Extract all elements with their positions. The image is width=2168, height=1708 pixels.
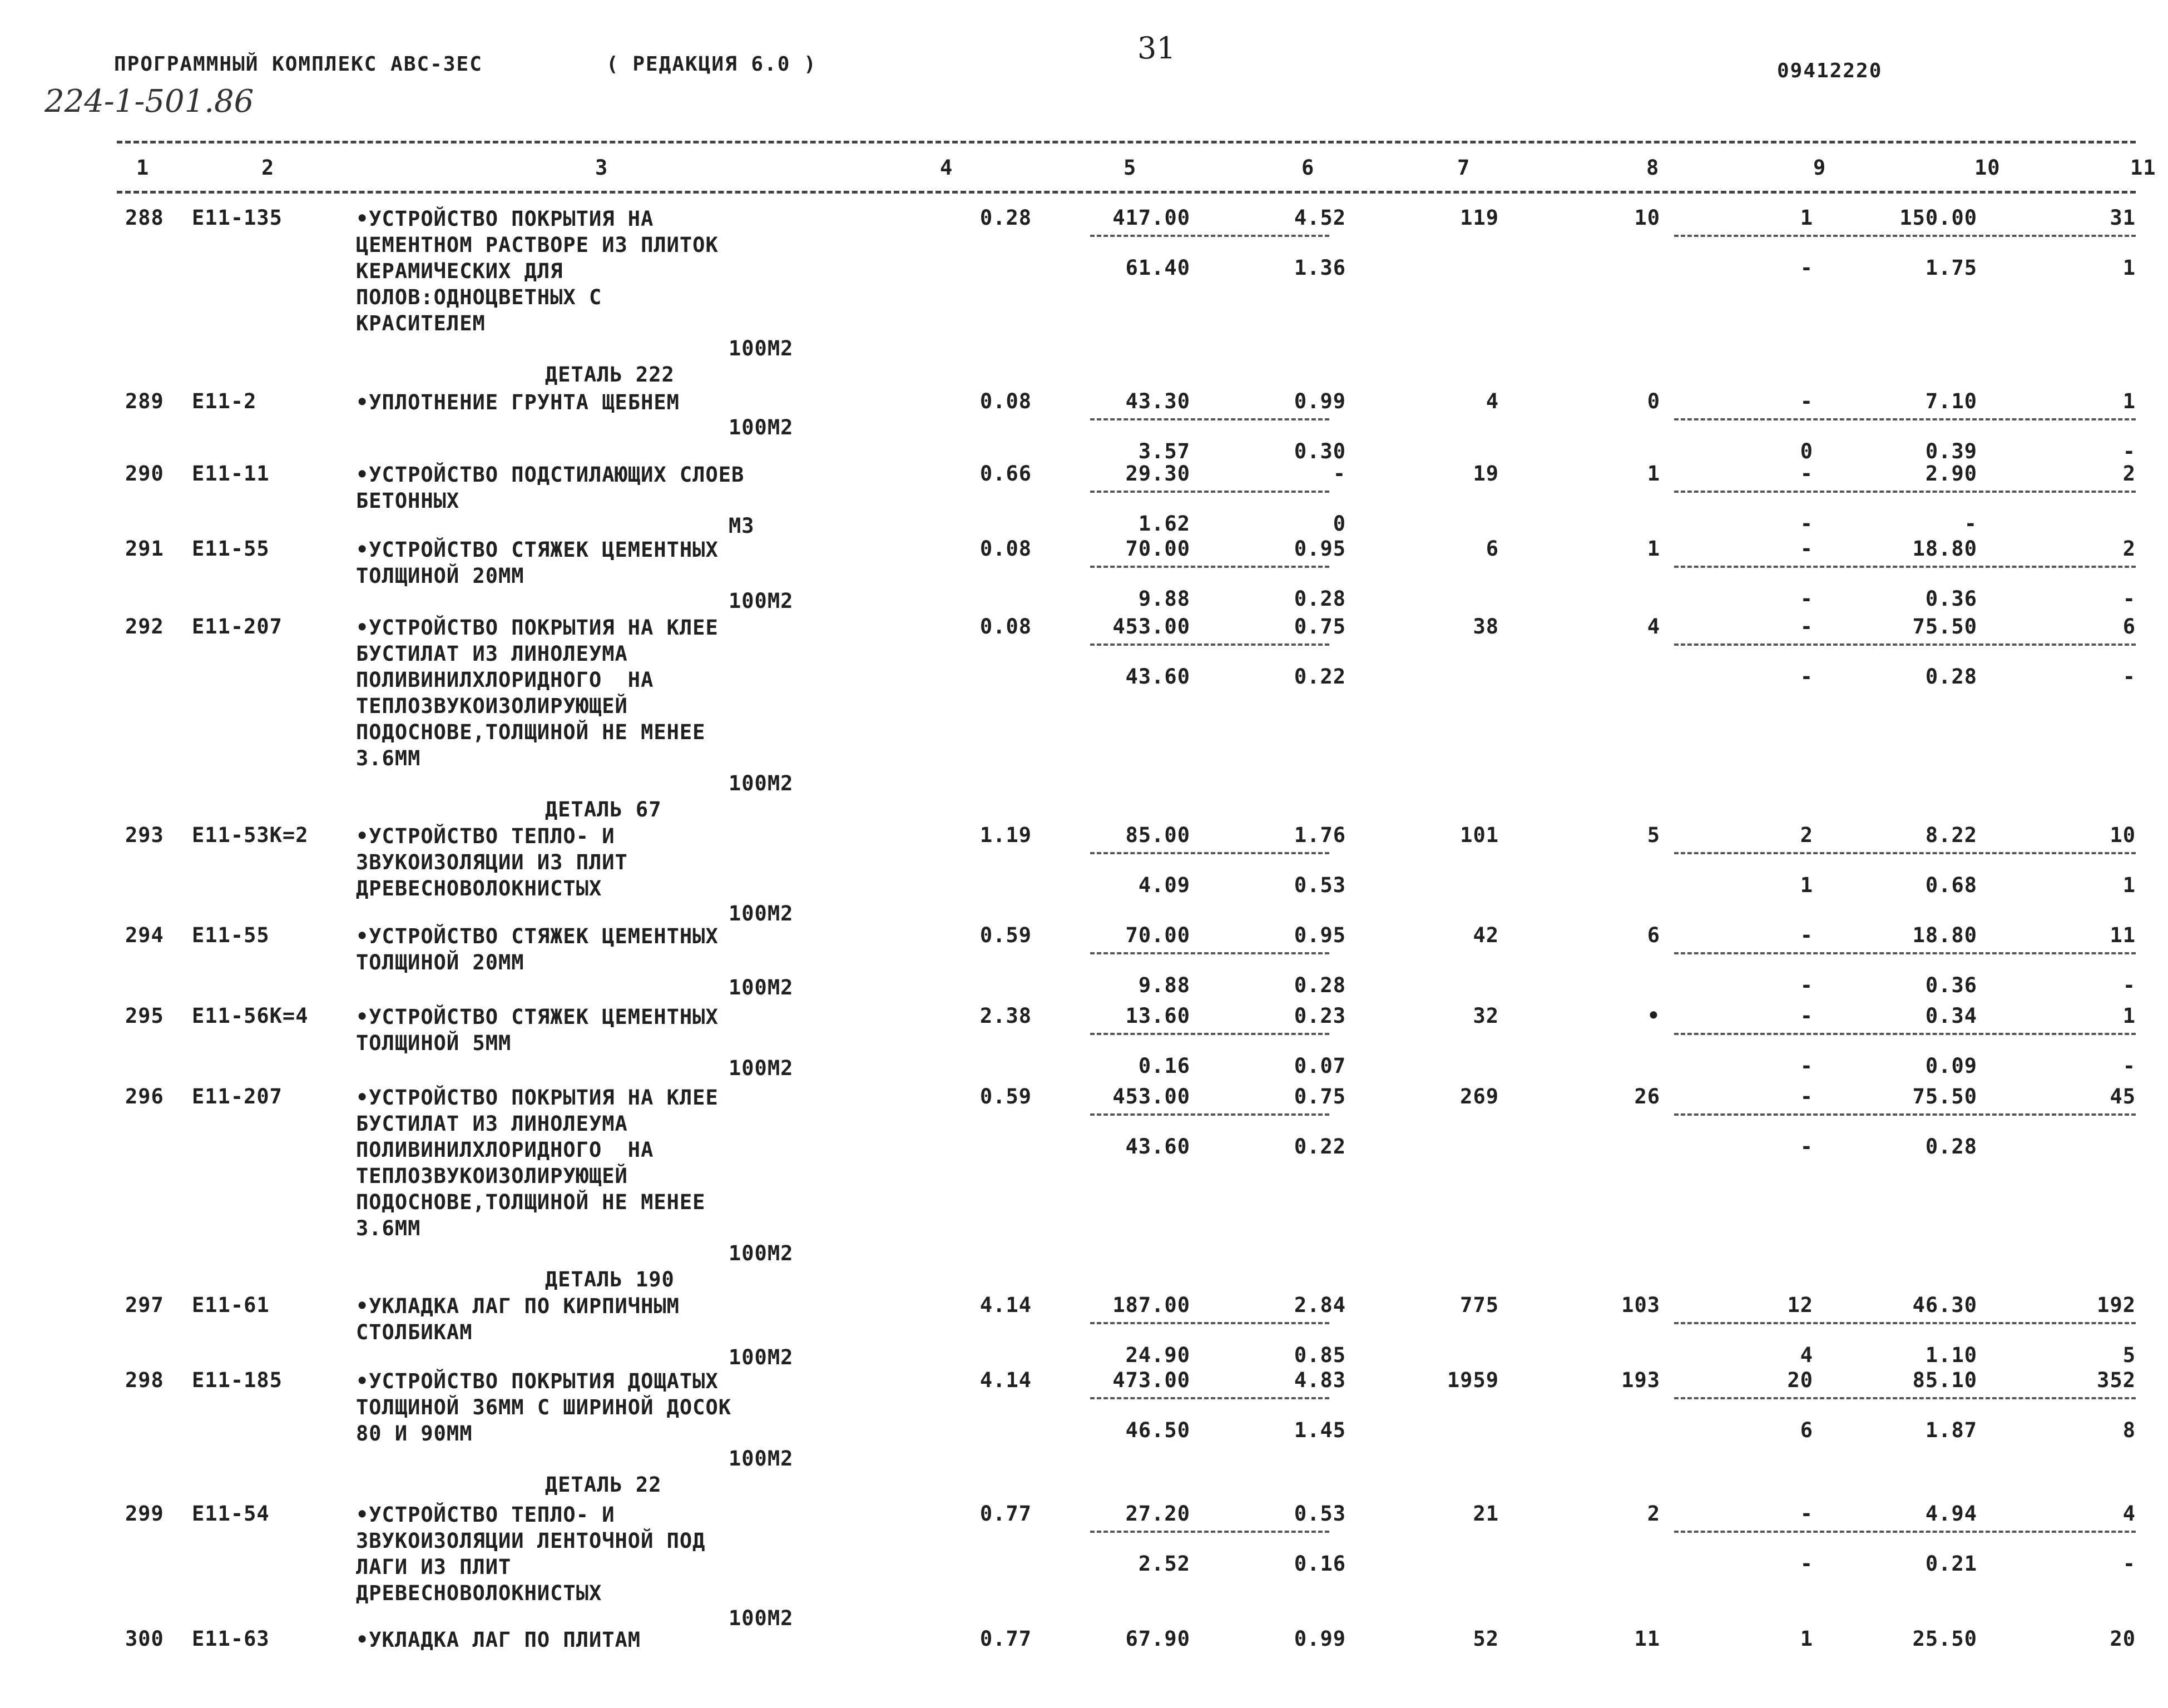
subtotal-separator [1674, 1322, 2136, 1324]
labor-unit: 18.80 [1912, 923, 1977, 947]
machinist-unit: 0.36 [1925, 973, 1977, 997]
total-cost: 1959 [1447, 1368, 1499, 1392]
norm-code: E11-2 [192, 389, 257, 413]
labor-total: 4 [2122, 1502, 2136, 1526]
detail-reference: ДЕТАЛЬ 67 [545, 798, 662, 821]
machinist-unit: 1.75 [1925, 256, 1977, 280]
machinist-total: - [2122, 439, 2136, 463]
measure-unit: М3 [729, 514, 755, 538]
total-wages: 26 [1634, 1085, 1660, 1108]
unit-machine-wages: 0 [1333, 512, 1346, 536]
unit-wages: 46.50 [1125, 1418, 1190, 1442]
labor-total: 352 [2097, 1368, 2136, 1392]
machinist-labor: - [1800, 587, 1813, 611]
quantity: 0.59 [979, 923, 1032, 947]
total-wages: 4 [1647, 615, 1660, 638]
machinist-total: 1 [2122, 256, 2136, 280]
measure-unit: 100М2 [729, 336, 794, 360]
total-wages: 103 [1621, 1293, 1660, 1317]
work-description: •УСТРОЙСТВО СТЯЖЕК ЦЕМЕНТНЫХ ТОЛЩИНОЙ 20ММ [356, 538, 719, 588]
program-title: ПРОГРАММНЫЙ КОМПЛЕКС АВС-3ЕС [114, 53, 483, 76]
column-header-8: 8 [1646, 156, 1660, 180]
machinist-labor: - [1800, 665, 1813, 689]
labor-total: 31 [2110, 206, 2136, 230]
norm-code: E11-63 [192, 1627, 270, 1651]
machinist-total: 8 [2122, 1418, 2136, 1442]
labor-total: 6 [2122, 615, 2136, 638]
machinist-labor: 6 [1800, 1418, 1813, 1442]
subtotal-separator [1674, 1113, 2136, 1116]
unit-wages: 3.57 [1138, 439, 1190, 463]
unit-cost-total: 85.00 [1125, 823, 1190, 847]
quantity: 0.08 [979, 537, 1032, 561]
labor-total: 45 [2110, 1085, 2136, 1108]
quantity: 1.19 [979, 823, 1032, 847]
labor-workers: 2 [1800, 823, 1813, 847]
unit-cost-machine: 0.75 [1294, 615, 1346, 638]
subtotal-separator [1674, 852, 2136, 854]
labor-unit: 4.94 [1925, 1502, 1977, 1526]
unit-wages: 24.90 [1125, 1343, 1190, 1367]
row-number: 299 [125, 1502, 164, 1526]
subtotal-separator [1090, 1113, 1329, 1116]
work-description: •УСТРОЙСТВО ПОКРЫТИЯ НА КЛЕЕ БУСТИЛАТ ИЗ ЛИНОЛЕУМА ПОЛИВИНИЛХЛОРИДНОГО НА ТЕПЛОЗВУКОИЗОЛИРУЮЩЕЙ ПОДОСНОВЕ,ТОЛЩИНОЙ НЕ МЕНЕЕ 3.6ММ [356, 616, 719, 770]
labor-unit: 25.50 [1912, 1627, 1977, 1651]
subtotal-separator [1090, 852, 1329, 854]
subtotal-separator [1090, 566, 1329, 568]
unit-wages: 2.52 [1138, 1552, 1190, 1576]
labor-workers: - [1800, 1085, 1813, 1108]
subtotal-separator [1090, 418, 1329, 420]
measure-unit: 100М2 [729, 976, 794, 999]
unit-wages: 9.88 [1138, 973, 1190, 997]
machinist-labor: 4 [1800, 1343, 1813, 1367]
labor-workers: - [1800, 389, 1813, 413]
machinist-unit: 0.36 [1925, 587, 1977, 611]
labor-unit: 75.50 [1912, 615, 1977, 638]
subtotal-separator [1090, 1322, 1329, 1324]
quantity: 0.08 [979, 389, 1032, 413]
work-description: •УСТРОЙСТВО ПОДСТИЛАЮЩИХ СЛОЕВ БЕТОННЫХ [356, 463, 745, 513]
measure-unit: 100М2 [729, 415, 794, 439]
unit-wages: 0.16 [1138, 1054, 1190, 1078]
labor-workers: - [1800, 615, 1813, 638]
total-cost: 21 [1473, 1502, 1499, 1526]
quantity: 0.59 [979, 1085, 1032, 1108]
detail-reference: ДЕТАЛЬ 222 [545, 363, 675, 387]
total-wages: 2 [1647, 1502, 1660, 1526]
row-number: 295 [125, 1004, 164, 1028]
labor-unit: 8.22 [1925, 823, 1977, 847]
machinist-labor: - [1800, 512, 1813, 536]
machinist-unit: 0.28 [1925, 665, 1977, 689]
labor-total: 2 [2122, 537, 2136, 561]
labor-workers: 1 [1800, 206, 1813, 230]
total-wages: 1 [1647, 537, 1660, 561]
column-header-10: 10 [1974, 156, 2001, 180]
quantity: 4.14 [979, 1293, 1032, 1317]
work-description: •УСТРОЙСТВО ПОКРЫТИЯ НА ЦЕМЕНТНОМ РАСТВОРЕ ИЗ ПЛИТОК КЕРАМИЧЕСКИХ ДЛЯ ПОЛОВ:ОДНОЦВЕТНЫХ С КРАСИТЕЛЕМ [356, 207, 719, 335]
norm-code: E11-55 [192, 537, 270, 561]
norm-code: E11-135 [192, 206, 283, 230]
unit-cost-total: 70.00 [1125, 923, 1190, 947]
unit-cost-machine: - [1333, 462, 1346, 486]
norm-code: E11-11 [192, 462, 270, 486]
quantity: 0.28 [979, 206, 1032, 230]
machinist-labor: - [1800, 256, 1813, 280]
machinist-unit: - [1964, 512, 1977, 536]
unit-wages: 43.60 [1125, 1135, 1190, 1159]
unit-machine-wages: 0.85 [1294, 1343, 1346, 1367]
labor-total: 10 [2110, 823, 2136, 847]
detail-reference: ДЕТАЛЬ 190 [545, 1268, 675, 1291]
unit-wages: 43.60 [1125, 665, 1190, 689]
work-description: •УСТРОЙСТВО ПОКРЫТИЯ ДОЩАТЫХ ТОЛЩИНОЙ 36ММ С ШИРИНОЙ ДОСОК 80 И 90ММ [356, 1369, 732, 1445]
unit-cost-total: 29.30 [1125, 462, 1190, 486]
labor-workers: - [1800, 1004, 1813, 1028]
labor-unit: 0.34 [1925, 1004, 1977, 1028]
column-header-11: 11 [2130, 156, 2156, 180]
total-cost: 32 [1473, 1004, 1499, 1028]
unit-cost-machine: 0.99 [1294, 389, 1346, 413]
unit-cost-machine: 0.99 [1294, 1627, 1346, 1651]
column-header-5: 5 [1123, 156, 1137, 180]
labor-total: 20 [2110, 1627, 2136, 1651]
unit-cost-machine: 0.53 [1294, 1502, 1346, 1526]
row-number: 298 [125, 1368, 164, 1392]
work-description: •УСТРОЙСТВО СТЯЖЕК ЦЕМЕНТНЫХ ТОЛЩИНОЙ 20ММ [356, 924, 719, 974]
row-number: 297 [125, 1293, 164, 1317]
labor-workers: 1 [1800, 1627, 1813, 1651]
column-header-7: 7 [1457, 156, 1471, 180]
measure-unit: 100М2 [729, 1447, 794, 1471]
total-wages: 10 [1634, 206, 1660, 230]
unit-cost-machine: 0.95 [1294, 537, 1346, 561]
measure-unit: 100М2 [729, 1345, 794, 1369]
total-cost: 101 [1460, 823, 1499, 847]
subtotal-separator [1090, 235, 1329, 237]
table-top-rule [117, 141, 2136, 143]
labor-workers: - [1800, 537, 1813, 561]
column-header-6: 6 [1301, 156, 1315, 180]
subtotal-separator [1674, 491, 2136, 493]
work-description: •УСТРОЙСТВО ТЕПЛО- И ЗВУКОИЗОЛЯЦИИ ИЗ ПЛИТ ДРЕВЕСНОВОЛОКНИСТЫХ [356, 824, 628, 900]
unit-cost-total: 67.90 [1125, 1627, 1190, 1651]
subtotal-separator [1674, 235, 2136, 237]
column-header-1: 1 [136, 156, 150, 180]
machinist-unit: 0.68 [1925, 873, 1977, 897]
measure-unit: 100М2 [729, 1056, 794, 1080]
subtotal-separator [1090, 1033, 1329, 1035]
machinist-total: - [2122, 973, 2136, 997]
detail-reference: ДЕТАЛЬ 22 [545, 1473, 662, 1497]
labor-workers: - [1800, 1502, 1813, 1526]
machinist-total: 1 [2122, 873, 2136, 897]
unit-cost-total: 453.00 [1112, 615, 1190, 638]
unit-machine-wages: 0.22 [1294, 665, 1346, 689]
measure-unit: 100М2 [729, 902, 794, 925]
unit-cost-total: 43.30 [1125, 389, 1190, 413]
subtotal-separator [1674, 1033, 2136, 1035]
norm-code: E11-56К=4 [192, 1004, 309, 1028]
document-code: 09412220 [1777, 60, 1883, 82]
machinist-labor: - [1800, 973, 1813, 997]
page-number: 31 [1137, 31, 1176, 66]
unit-machine-wages: 0.28 [1294, 973, 1346, 997]
subtotal-separator [1674, 418, 2136, 420]
row-number: 288 [125, 206, 164, 230]
unit-cost-machine: 0.23 [1294, 1004, 1346, 1028]
total-wages: 0 [1647, 389, 1660, 413]
total-wages: 6 [1647, 923, 1660, 947]
labor-workers: - [1800, 923, 1813, 947]
edition-label: ( РЕДАКЦИЯ 6.0 ) [606, 53, 817, 76]
quantity: 4.14 [979, 1368, 1032, 1392]
machinist-labor: - [1800, 1135, 1813, 1159]
total-cost: 52 [1473, 1627, 1499, 1651]
unit-machine-wages: 0.53 [1294, 873, 1346, 897]
machinist-labor: - [1800, 1054, 1813, 1078]
unit-cost-machine: 0.95 [1294, 923, 1346, 947]
work-description: •УКЛАДКА ЛАГ ПО КИРПИЧНЫМ СТОЛБИКАМ [356, 1294, 680, 1344]
unit-cost-machine: 4.52 [1294, 206, 1346, 230]
unit-cost-total: 187.00 [1112, 1293, 1190, 1317]
total-cost: 6 [1486, 537, 1499, 561]
total-cost: 42 [1473, 923, 1499, 947]
unit-wages: 1.62 [1138, 512, 1190, 536]
unit-machine-wages: 0.07 [1294, 1054, 1346, 1078]
norm-code: E11-207 [192, 1085, 283, 1108]
column-header-4: 4 [940, 156, 953, 180]
machinist-unit: 1.87 [1925, 1418, 1977, 1442]
unit-wages: 61.40 [1125, 256, 1190, 280]
machinist-unit: 1.10 [1925, 1343, 1977, 1367]
unit-cost-machine: 4.83 [1294, 1368, 1346, 1392]
machinist-labor: 1 [1800, 873, 1813, 897]
row-number: 294 [125, 923, 164, 947]
labor-unit: 7.10 [1925, 389, 1977, 413]
measure-unit: 100М2 [729, 1606, 794, 1630]
measure-unit: 100М2 [729, 589, 794, 613]
unit-machine-wages: 0.30 [1294, 439, 1346, 463]
total-cost: 119 [1460, 206, 1499, 230]
labor-unit: 75.50 [1912, 1085, 1977, 1108]
labor-unit: 85.10 [1912, 1368, 1977, 1392]
work-description: •УСТРОЙСТВО ПОКРЫТИЯ НА КЛЕЕ БУСТИЛАТ ИЗ ЛИНОЛЕУМА ПОЛИВИНИЛХЛОРИДНОГО НА ТЕПЛОЗВУКОИЗОЛИРУЮЩЕЙ ПОДОСНОВЕ,ТОЛЩИНОЙ НЕ МЕНЕЕ 3.6ММ [356, 1086, 719, 1240]
machinist-total: - [2122, 665, 2136, 689]
total-cost: 38 [1473, 615, 1499, 638]
column-header-2: 2 [261, 156, 275, 180]
labor-unit: 46.30 [1912, 1293, 1977, 1317]
unit-wages: 9.88 [1138, 587, 1190, 611]
subtotal-separator [1674, 1531, 2136, 1533]
column-header-3: 3 [595, 156, 608, 180]
total-wages: 193 [1621, 1368, 1660, 1392]
total-wages: • [1647, 1004, 1660, 1028]
quantity: 0.08 [979, 615, 1032, 638]
table-header-rule [117, 191, 2136, 194]
quantity: 0.66 [979, 462, 1032, 486]
labor-total: 2 [2122, 462, 2136, 486]
norm-code: E11-207 [192, 615, 283, 638]
unit-cost-total: 13.60 [1125, 1004, 1190, 1028]
labor-total: 11 [2110, 923, 2136, 947]
unit-machine-wages: 0.16 [1294, 1552, 1346, 1576]
machinist-unit: 0.21 [1925, 1552, 1977, 1576]
quantity: 0.77 [979, 1627, 1032, 1651]
quantity: 2.38 [979, 1004, 1032, 1028]
measure-unit: 100М2 [729, 1241, 794, 1265]
subtotal-separator [1090, 491, 1329, 493]
row-number: 296 [125, 1085, 164, 1108]
quantity: 0.77 [979, 1502, 1032, 1526]
work-description: •УКЛАДКА ЛАГ ПО ПЛИТАМ [356, 1628, 641, 1652]
unit-machine-wages: 1.36 [1294, 256, 1346, 280]
unit-cost-total: 27.20 [1125, 1502, 1190, 1526]
unit-machine-wages: 0.28 [1294, 587, 1346, 611]
unit-machine-wages: 1.45 [1294, 1418, 1346, 1442]
machinist-labor: - [1800, 1552, 1813, 1576]
subtotal-separator [1674, 566, 2136, 568]
machinist-unit: 0.28 [1925, 1135, 1977, 1159]
subtotal-separator [1674, 1397, 2136, 1399]
subtotal-separator [1674, 952, 2136, 954]
unit-cost-machine: 0.75 [1294, 1085, 1346, 1108]
machinist-total: - [2122, 1054, 2136, 1078]
total-cost: 19 [1473, 462, 1499, 486]
measure-unit: 100М2 [729, 771, 794, 795]
row-number: 289 [125, 389, 164, 413]
total-wages: 11 [1634, 1627, 1660, 1651]
total-cost: 269 [1460, 1085, 1499, 1108]
norm-code: E11-55 [192, 923, 270, 947]
row-number: 300 [125, 1627, 164, 1651]
unit-cost-total: 473.00 [1112, 1368, 1190, 1392]
row-number: 291 [125, 537, 164, 561]
unit-machine-wages: 0.22 [1294, 1135, 1346, 1159]
machinist-labor: 0 [1800, 439, 1813, 463]
norm-code: E11-53К=2 [192, 823, 309, 847]
norm-code: E11-54 [192, 1502, 270, 1526]
labor-unit: 18.80 [1912, 537, 1977, 561]
labor-unit: 2.90 [1925, 462, 1977, 486]
work-description: •УСТРОЙСТВО ТЕПЛО- И ЗВУКОИЗОЛЯЦИИ ЛЕНТОЧНОЙ ПОД ЛАГИ ИЗ ПЛИТ ДРЕВЕСНОВОЛОКНИСТЫХ [356, 1503, 706, 1605]
machinist-unit: 0.39 [1925, 439, 1977, 463]
unit-wages: 4.09 [1138, 873, 1190, 897]
row-number: 293 [125, 823, 164, 847]
labor-workers: 12 [1787, 1293, 1813, 1317]
column-header-9: 9 [1813, 156, 1827, 180]
work-description: •УПЛОТНЕНИЕ ГРУНТА ЩЕБНЕМ [356, 390, 680, 414]
machinist-total: - [2122, 1552, 2136, 1576]
unit-cost-total: 417.00 [1112, 206, 1190, 230]
work-description: •УСТРОЙСТВО СТЯЖЕК ЦЕМЕНТНЫХ ТОЛЩИНОЙ 5ММ [356, 1005, 719, 1055]
norm-code: E11-61 [192, 1293, 270, 1317]
subtotal-separator [1090, 1531, 1329, 1533]
unit-cost-total: 453.00 [1112, 1085, 1190, 1108]
labor-workers: 20 [1787, 1368, 1813, 1392]
row-number: 290 [125, 462, 164, 486]
subtotal-separator [1674, 643, 2136, 646]
machinist-total: 5 [2122, 1343, 2136, 1367]
machinist-total: - [2122, 587, 2136, 611]
unit-cost-total: 70.00 [1125, 537, 1190, 561]
total-cost: 4 [1486, 389, 1499, 413]
labor-unit: 150.00 [1899, 206, 1977, 230]
unit-cost-machine: 2.84 [1294, 1293, 1346, 1317]
labor-total: 1 [2122, 1004, 2136, 1028]
project-code: 224-1-501.86 [44, 83, 254, 120]
labor-total: 1 [2122, 389, 2136, 413]
norm-code: E11-185 [192, 1368, 283, 1392]
subtotal-separator [1090, 952, 1329, 954]
total-cost: 775 [1460, 1293, 1499, 1317]
subtotal-separator [1090, 643, 1329, 646]
labor-total: 192 [2097, 1293, 2136, 1317]
total-wages: 5 [1647, 823, 1660, 847]
total-wages: 1 [1647, 462, 1660, 486]
machinist-unit: 0.09 [1925, 1054, 1977, 1078]
unit-cost-machine: 1.76 [1294, 823, 1346, 847]
labor-workers: - [1800, 462, 1813, 486]
row-number: 292 [125, 615, 164, 638]
subtotal-separator [1090, 1397, 1329, 1399]
